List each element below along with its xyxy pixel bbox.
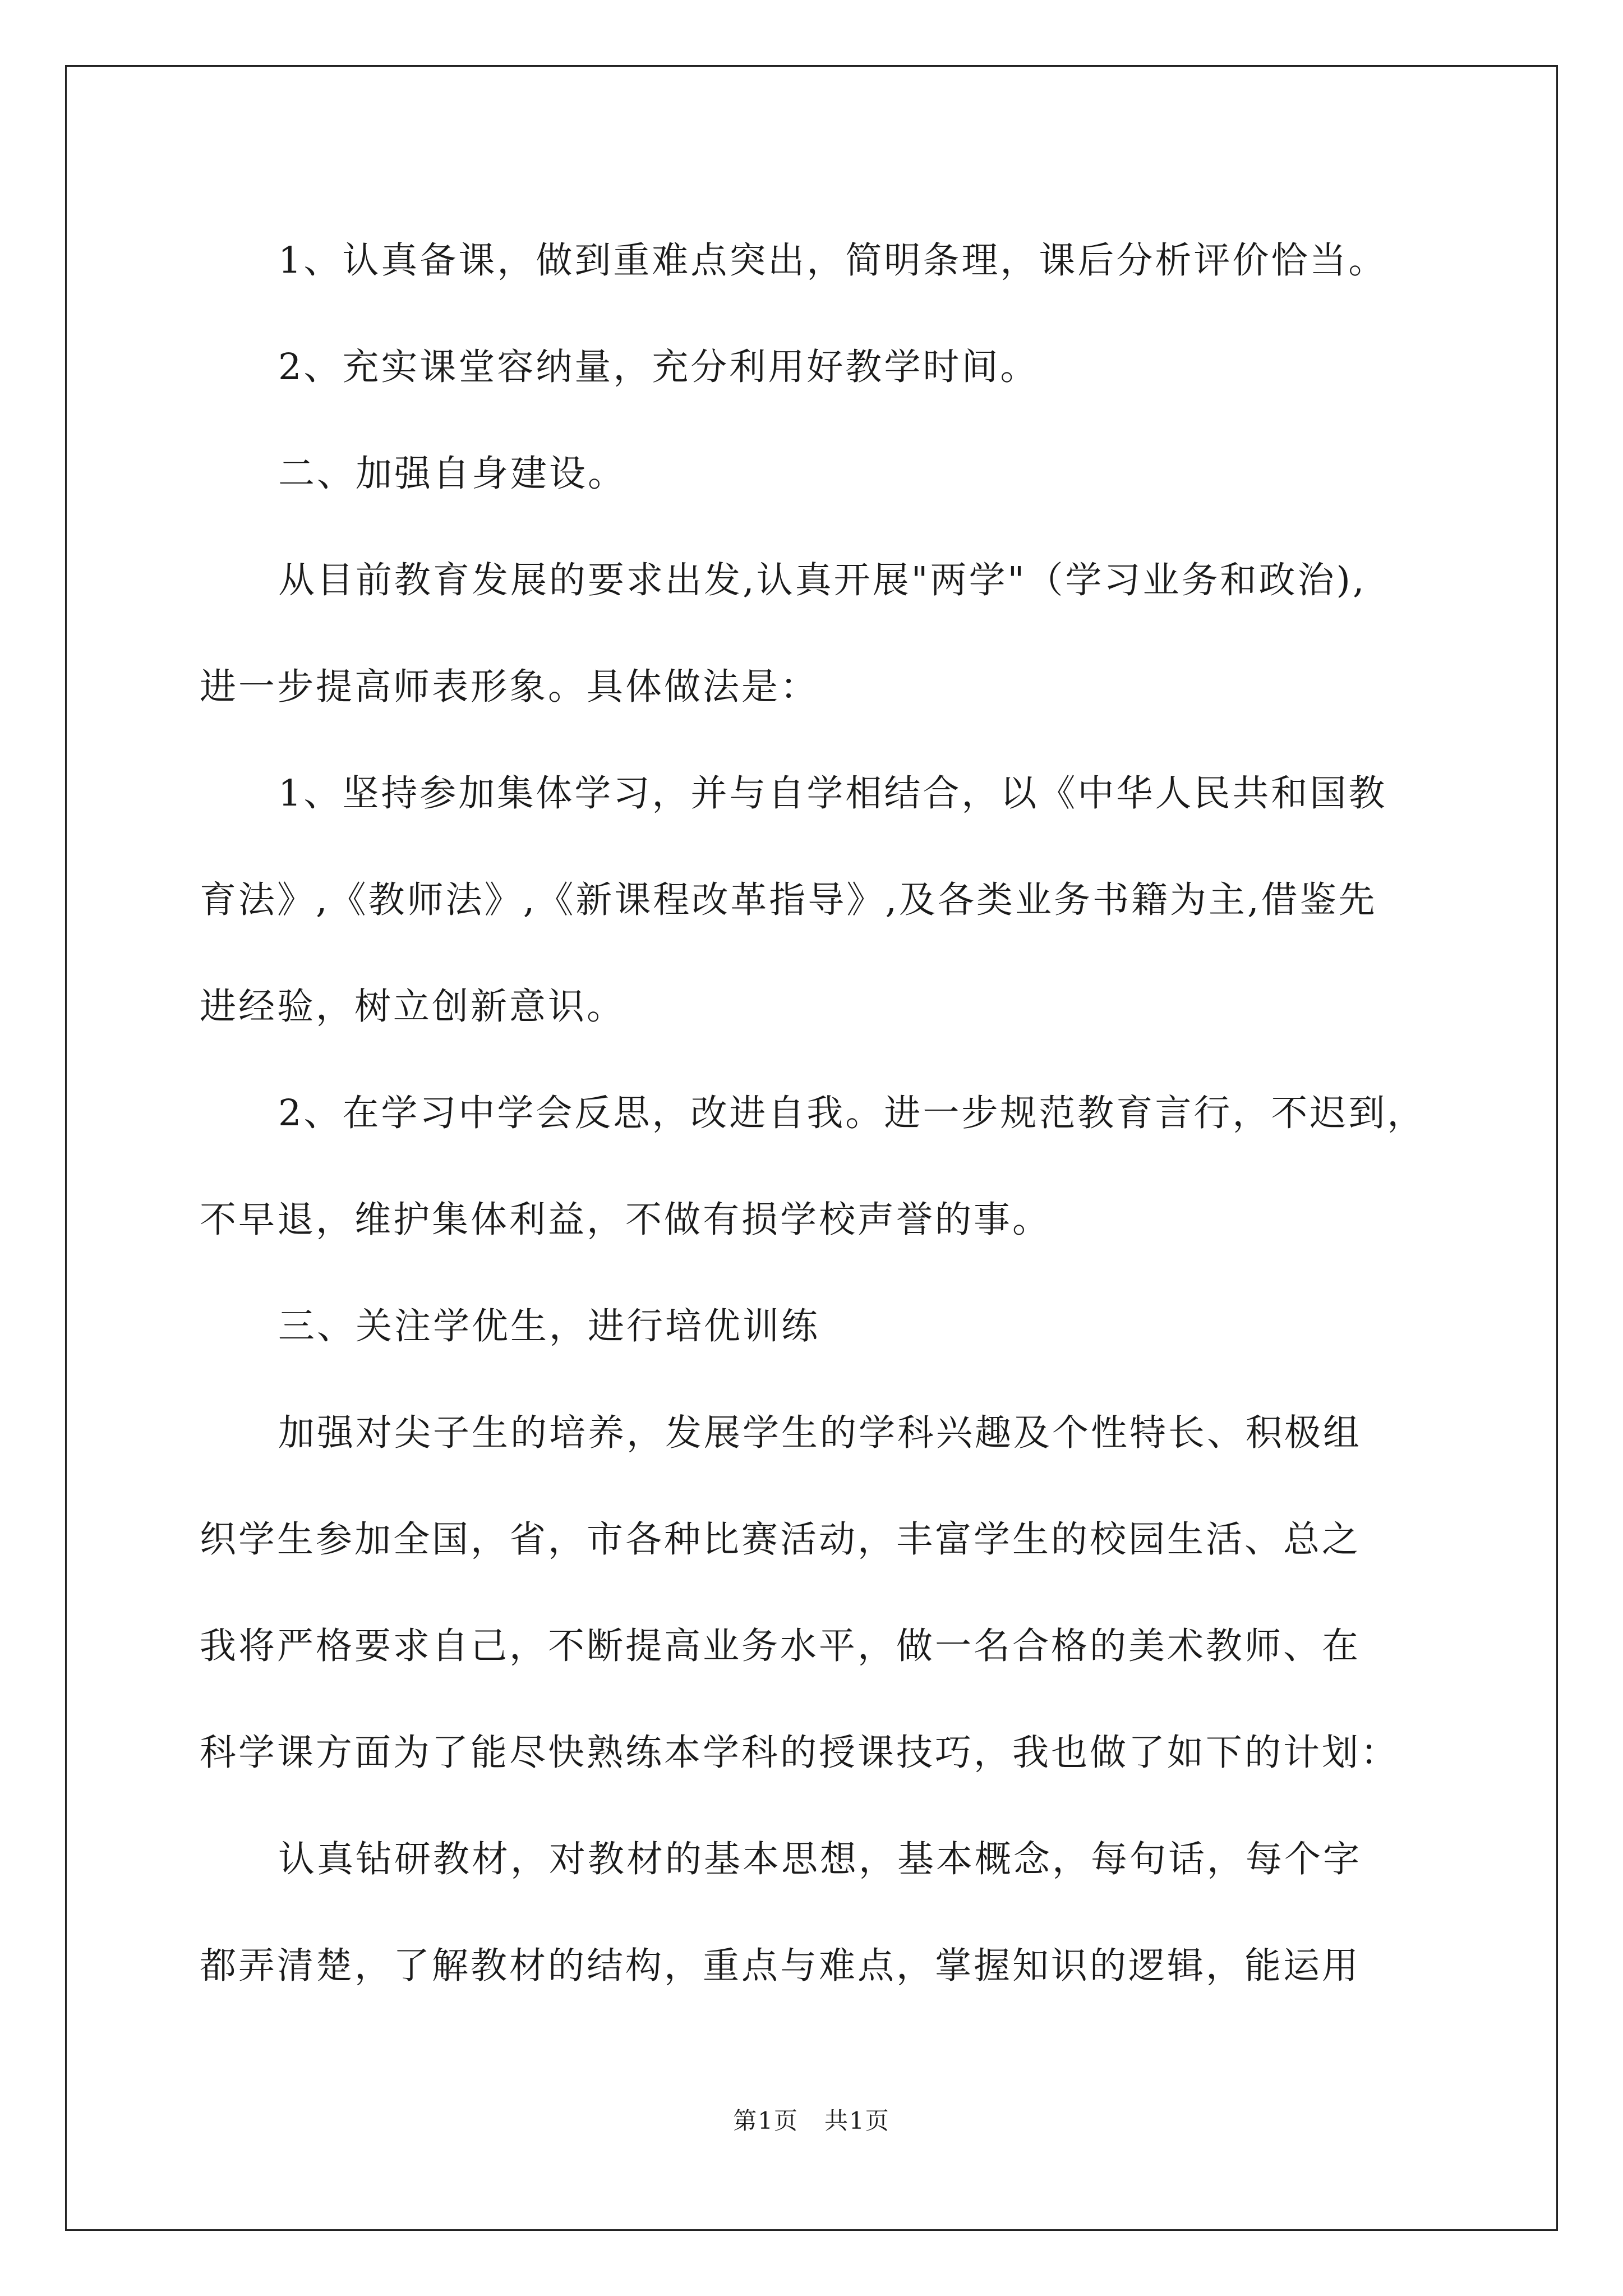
text-line: 2、充实课堂容纳量，充分利用好教学时间。 — [278, 346, 1039, 388]
text-line: 进经验，树立创新意识。 — [200, 986, 626, 1028]
page-footer — [0, 2102, 1623, 2136]
paragraph — [200, 208, 1433, 314]
paragraph — [200, 314, 1433, 421]
text-line: 三、关注学优生，进行培优训练 — [278, 1305, 820, 1347]
text-line: 我将严格要求自己，不断提高业务水平，做一名合格的美术教师、在 — [200, 1625, 1361, 1667]
text-line: 从目前教育发展的要求出发,认真开展"两学"（学习业务和政治), — [278, 559, 1367, 601]
paragraph — [200, 740, 1433, 1060]
paragraph — [200, 1380, 1433, 1806]
text-line: 科学课方面为了能尽快熟练本学科的授课技巧，我也做了如下的计划： — [200, 1732, 1400, 1774]
text-line: 认真钻研教材，对教材的基本思想，基本概念，每句话，每个字 — [278, 1838, 1362, 1880]
text-line: 织学生参加全国，省，市各种比赛活动，丰富学生的校园生活、总之 — [200, 1519, 1361, 1561]
page-number-total: 共1页 — [824, 2107, 890, 2134]
page-number-current: 第1页 — [733, 2107, 799, 2134]
text-line: 加强对尖子生的培养，发展学生的学科兴趣及个性特长、积极组 — [278, 1412, 1362, 1454]
section-heading — [200, 421, 1433, 527]
text-line: 1、坚持参加集体学习，并与自学相结合，以《中华人民共和国教 — [278, 772, 1387, 815]
paragraph — [200, 1060, 1433, 1273]
paragraph — [200, 1806, 1433, 2019]
text-line: 二、加强自身建设。 — [278, 453, 627, 495]
text-line: 进一步提高师表形象。具体做法是： — [200, 666, 819, 708]
document-body — [200, 208, 1433, 2019]
text-line: 不早退，维护集体利益，不做有损学校声誉的事。 — [200, 1199, 1052, 1241]
section-heading — [200, 1273, 1433, 1380]
paragraph — [200, 527, 1433, 740]
text-line: 1、认真备课，做到重难点突出，简明条理，课后分析评价恰当。 — [278, 240, 1387, 282]
text-line: 2、在学习中学会反思，改进自我。进一步规范教育言行，不迟到， — [278, 1092, 1426, 1134]
text-line: 都弄清楚，了解教材的结构，重点与难点，掌握知识的逻辑，能运用 — [200, 1945, 1361, 1987]
text-line: 育法》,《教师法》,《新课程改革指导》,及各类业务书籍为主,借鉴先 — [200, 879, 1377, 921]
